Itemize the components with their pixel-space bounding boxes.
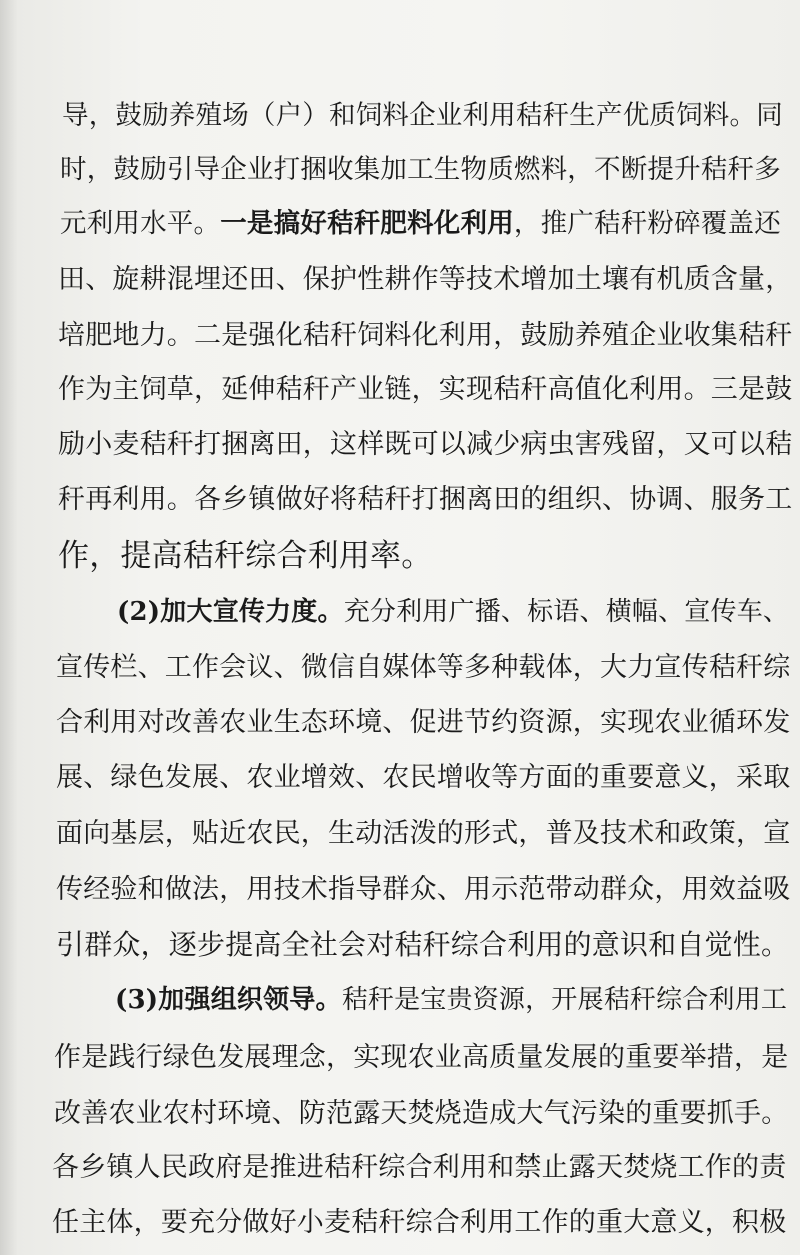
- text-line-10-rest: 充分利用广播、标语、横幅、宣传车、: [343, 597, 790, 627]
- section-2-heading: (2)加大宣传力度。: [117, 597, 344, 627]
- text-line-3-start: 元利用水平。: [60, 208, 221, 239]
- text-line-20: 各乡镇人民政府是推进秸秆综合利用和禁止露天焚烧工作的责: [52, 1152, 787, 1183]
- text-line-7: 励小麦秸秆打捆离田，这样既可以减少病虫害残留，又可以秸: [58, 429, 793, 460]
- text-line-11: 宣传栏、工作会议、微信自媒体等多种载体，大力宣传秸秆综: [56, 652, 791, 683]
- text-line-3-bold: 一是搞好秸秆肥料化利用: [220, 208, 514, 239]
- text-line-17-rest: 秸秆是宝贵资源，开展秸秆综合利用工: [341, 985, 788, 1015]
- text-line-14: 面向基层，贴近农民，生动活泼的形式，普及技术和政策，宣: [56, 818, 791, 849]
- text-line-1: 导，鼓励养殖场（户）和饲料企业利用秸秆生产优质饲料。同: [62, 100, 783, 131]
- text-line-4: 田、旋耕混埋还田、保护性耕作等技术增加土壤有机质含量，: [58, 264, 793, 295]
- section-3-heading: (3)加强组织领导。: [115, 985, 342, 1015]
- text-line-16: 引群众，逐步提高全社会对秸秆综合利用的意识和自觉性。: [56, 928, 790, 961]
- text-line-18: 作是践行绿色发展理念，实现农业高质量发展的重要举措，是: [54, 1042, 789, 1073]
- text-line-9: 作，提高秸秆综合利用率。: [58, 538, 433, 574]
- text-line-8: 秆再利用。各乡镇做好将秸秆打捆离田的组织、协调、服务工: [58, 484, 793, 515]
- text-line-17: [115, 982, 787, 1018]
- text-line-12: 合利用对改善农业生态环境、促进节约资源，实现农业循环发: [56, 707, 791, 738]
- text-line-21: 任主体，要充分做好小麦秸秆综合利用工作的重大意义，积极: [52, 1207, 787, 1238]
- text-line-5: 培肥地力。二是强化秸秆饲料化利用，鼓励养殖企业收集秸秆: [58, 320, 793, 351]
- text-line-19: 改善农业农村环境、防范露天焚烧造成大气污染的重要抓手。: [54, 1098, 789, 1129]
- text-line-15: 传经验和做法，用技术指导群众、用示范带动群众，用效益吸: [56, 874, 791, 905]
- text-line-3-rest: ，推广秸秆粉碎覆盖还: [513, 208, 781, 239]
- text-line-3: [60, 206, 781, 242]
- text-line-6: 作为主饲草，延伸秸秆产业链，实现秸秆高值化利用。三是鼓: [58, 374, 793, 405]
- text-line-13: 展、绿色发展、农业增效、农民增收等方面的重要意义，采取: [56, 762, 791, 793]
- text-line-10: [117, 594, 789, 630]
- text-line-2: 时，鼓励引导企业打捆收集加工生物质燃料，不断提升秸秆多: [60, 154, 781, 185]
- page-edge-shadow: [0, 0, 18, 1255]
